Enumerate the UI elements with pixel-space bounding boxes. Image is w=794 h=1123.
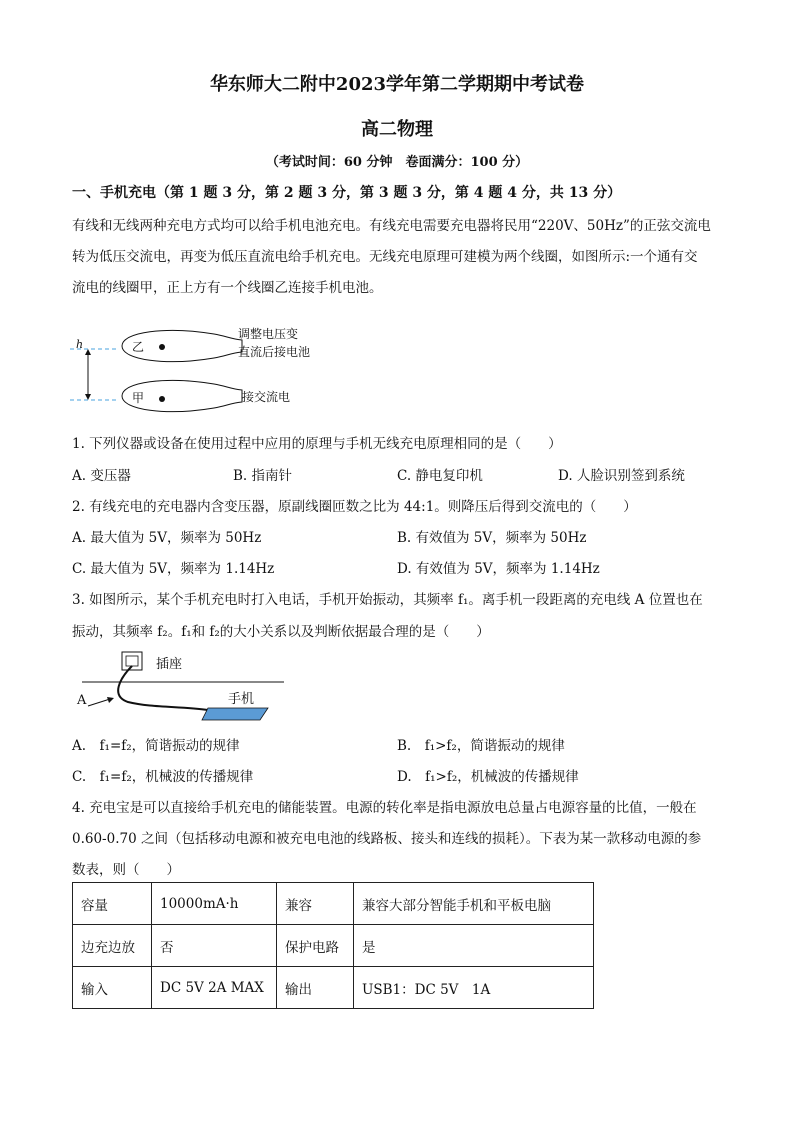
- q3-option-a: A. f₁=f₂，简谐振动的规律: [72, 738, 240, 754]
- table-row: [73, 925, 594, 967]
- table-cell: 容量: [73, 883, 152, 925]
- socket-inner: [126, 656, 138, 666]
- q2-option-a: A. 最大值为 5V，频率为 50Hz: [72, 530, 262, 546]
- table-cell: DC 5V 2A MAX: [152, 967, 277, 1009]
- q2-option-b: B. 有效值为 5V，频率为 50Hz: [397, 530, 587, 546]
- q2-option-c: C. 最大值为 5V，频率为 1.14Hz: [72, 561, 275, 577]
- table-cell: 否: [152, 925, 277, 967]
- q1-option-c: C. 静电复印机: [397, 468, 483, 484]
- q4-stem: 4. 充电宝是可以直接给手机充电的储能装置。电源的转化率是指电源放电总量占电源容量的比值，一般在: [72, 800, 697, 816]
- coil-upper-label: 乙: [132, 340, 145, 354]
- intro-line: 流电的线圈甲，正上方有一个线圈乙连接手机电池。: [72, 280, 383, 296]
- lower-input-label: 接交流电: [242, 390, 291, 404]
- subject-title: 高二物理: [361, 119, 433, 140]
- q3-option-d: D. f₁>f₂，机械波的传播规律: [397, 769, 579, 785]
- exam-info: （考试时间：60 分钟 卷面满分：100 分）: [265, 155, 529, 170]
- q4-stem: 0.60-0.70 之间（包括移动电源和被充电电池的线路板、接头和连线的损耗）。下表为某一款移动电源的参: [72, 831, 702, 847]
- q2-option-d: D. 有效值为 5V，频率为 1.14Hz: [397, 561, 600, 577]
- intro-line: 有线和无线两种充电方式均可以给手机电池充电。有线充电需要充电器将民用“220V、50Hz”的正弦交流电: [72, 218, 711, 234]
- table-cell: 是: [354, 925, 594, 967]
- q3-stem: 3. 如图所示，某个手机充电时打入电话，手机开始振动，其频率 f₁。离手机一段距离的充电线 A 位置也在: [72, 592, 703, 608]
- table-cell: 10000mA·h: [152, 883, 277, 925]
- table-cell: 保护电路: [277, 925, 354, 967]
- table-cell: USB1：DC 5V 1A: [354, 967, 594, 1009]
- exam-title: 华东师大二附中2023学年第二学期期中考试卷: [209, 74, 585, 95]
- table-cell: 输入: [73, 967, 152, 1009]
- upper-output-label: 调整电压变: [238, 327, 299, 341]
- table-cell: 边充边放: [73, 925, 152, 967]
- coil-upper-center: [159, 344, 165, 350]
- arrow-head-icon: [107, 697, 114, 703]
- table-cell: 兼容: [277, 883, 354, 925]
- spec-table: [72, 882, 594, 1009]
- table-row: [73, 967, 594, 1009]
- coil-lower-center: [159, 396, 165, 402]
- phone-icon: [202, 708, 268, 720]
- q2-stem: 2. 有线充电的充电器内含变压器，原副线圈匝数之比为 44:1。则降压后得到交流电的（ ）: [72, 499, 637, 515]
- q1-option-a: A. 变压器: [72, 468, 131, 484]
- point-a-label: A: [77, 693, 87, 708]
- intro-line: 转为低压交流电，再变为低压直流电给手机充电。无线充电原理可建模为两个线圈，如图所示:一个通有交: [72, 249, 698, 265]
- q3-option-b: B. f₁>f₂，简谐振动的规律: [397, 738, 565, 754]
- coil-lower-label: 甲: [132, 391, 145, 405]
- table-cell: 兼容大部分智能手机和平板电脑: [354, 883, 594, 925]
- upper-output-label: 直流后接电池: [238, 345, 311, 359]
- q1-stem: 1. 下列仪器或设备在使用过程中应用的原理与手机无线充电原理相同的是（ ）: [72, 436, 562, 452]
- charging-cable: [118, 666, 208, 710]
- table-cell: 输出: [277, 967, 354, 1009]
- q4-stem: 数表，则（ ）: [72, 862, 180, 878]
- q1-option-b: B. 指南针: [233, 468, 293, 484]
- phone-label: 手机: [228, 692, 255, 707]
- arrow-head-up-icon: [85, 349, 91, 355]
- q3-stem: 振动，其频率 f₂。f₁和 f₂的大小关系以及判断依据最合理的是（ ）: [72, 624, 490, 640]
- table-row: [73, 883, 594, 925]
- socket-label: 插座: [156, 657, 183, 672]
- pointer-arrow: [88, 699, 110, 706]
- coil-figure: [66, 322, 366, 417]
- section-heading: 一、手机充电（第 1 题 3 分，第 2 题 3 分，第 3 题 3 分，第 4 题 4 分，共 13 分）: [72, 185, 622, 201]
- height-label: h: [76, 338, 84, 351]
- arrow-head-down-icon: [85, 394, 91, 400]
- q1-option-d: D. 人脸识别签到系统: [558, 468, 685, 484]
- q3-option-c: C. f₁=f₂，机械波的传播规律: [72, 769, 254, 785]
